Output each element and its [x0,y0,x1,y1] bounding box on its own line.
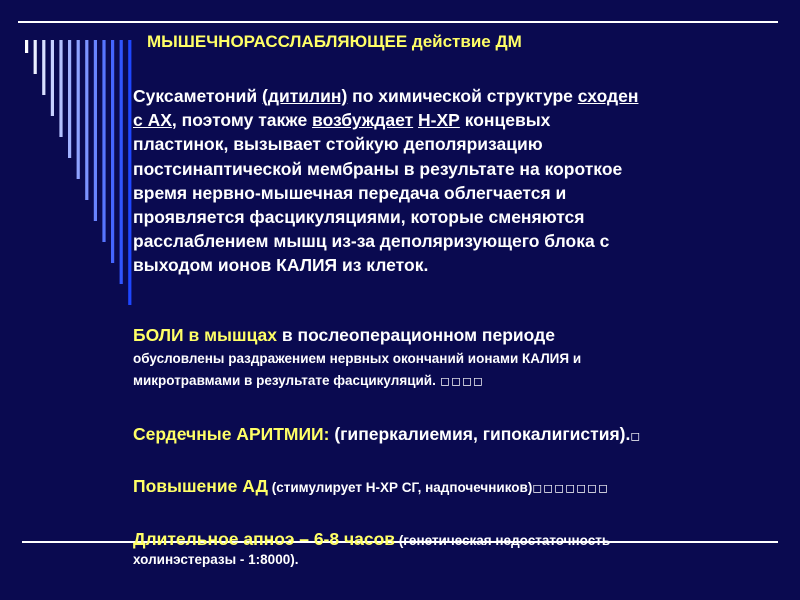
arrhythmia-label: Сердечные АРИТМИИ: [133,424,330,444]
text-segment: концевых [459,110,551,131]
text-segment: , поэтому также [171,110,313,131]
slide-title: МЫШЕЧНОРАССЛАБЛЯЮЩЕЕ действие ДМ [147,32,522,51]
stripe [111,40,114,263]
top-divider-line [18,21,778,23]
stripe [25,40,28,53]
text-underlined: с АХ [133,110,172,131]
pressure-item [133,476,609,497]
paragraph-line-3: пластинок, вызывает стойкую деполяризацию [133,134,543,155]
stripe [77,40,80,179]
stripe [85,40,88,200]
pain-line-3 [133,373,484,388]
pressure-label: Повышение АД [133,476,268,496]
stripe [68,40,71,158]
apnea-label: Длительное апноэ – 6-8 часов [133,529,396,549]
paragraph-line-4: постсинаптической мембраны в результате на короткое [133,158,623,179]
missing-glyph-icon: ◻◻◻◻◻◻◻ [532,481,610,495]
stripe [34,40,37,74]
arrhythmia-rest: (гиперкалиемия, гипокалигистия). [329,424,631,444]
apnea-item [133,529,610,550]
apnea-rest: (генетическая недостаточность [395,533,611,548]
missing-glyph-icon: ◻◻◻◻ [435,374,485,388]
stripe [59,40,62,137]
paragraph-line-1 [133,84,793,108]
stripe [128,40,131,305]
stripe [120,40,123,284]
paragraph-line-6: проявляется фасцикуляциями, которые сменяются [133,207,585,228]
main-paragraph [133,84,793,278]
pain-label: БОЛИ в мышцах [133,325,278,345]
pain-line-2: обусловлены раздражением нервных окончаний ионами КАЛИЯ и [133,351,582,366]
stripe [94,40,97,221]
pressure-rest: (стимулирует Н-ХР СГ, надпочечников) [267,480,533,495]
pain-heading [133,325,555,346]
text-underlined: Н-ХР [418,110,460,131]
paragraph-line-7: расслаблением мышц из-за деполяризующего блока с [133,231,610,252]
stripe [42,40,45,95]
paragraph-line-2 [133,108,793,132]
stripe [51,40,54,116]
text-segment: по химической структуре [347,86,578,106]
pain-rest: в послеоперационном периоде [277,325,555,345]
paragraph-line-5: время нервно-мышечная передача облегчается и [133,182,567,203]
text-segment: микротравмами в результате фасцикуляций. [133,373,436,388]
arrhythmia-item [133,424,641,445]
stripe [102,40,105,242]
text-underlined: сходен [577,86,639,106]
text-underlined: (дитилин) [262,86,348,106]
missing-glyph-icon: ◻ [630,429,642,443]
text-underlined: возбуждает [312,110,414,131]
decorative-stripes [0,0,140,330]
text-segment: Суксаметоний [133,86,263,106]
paragraph-line-8: выходом ионов КАЛИЯ из клеток. [133,255,429,276]
apnea-line-2: холинэстеразы - 1:8000). [133,552,299,567]
